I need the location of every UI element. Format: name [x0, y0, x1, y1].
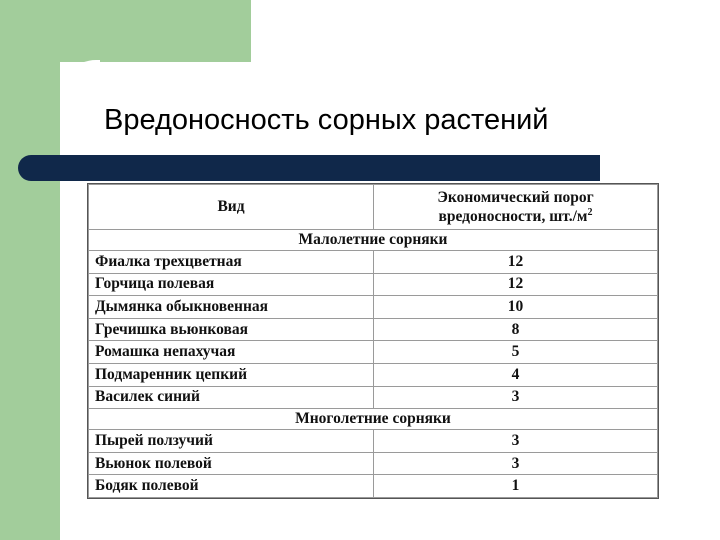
section-row: [89, 230, 658, 251]
threshold-value: 12: [374, 251, 658, 274]
table-row: [89, 341, 658, 364]
table-row: [89, 386, 658, 409]
species-name: Василек синий: [89, 386, 374, 409]
slide-title: Вредоносность сорных растений: [104, 104, 549, 136]
header-threshold-line2: вредоносности, шт./м: [438, 208, 588, 225]
threshold-value: 10: [374, 296, 658, 319]
title-underline-bar: [18, 155, 600, 181]
table-row: [89, 430, 658, 453]
species-name: Вьюнок полевой: [89, 452, 374, 475]
species-name: Дымянка обыкновенная: [89, 296, 374, 319]
table-row: [89, 363, 658, 386]
threshold-value: 1: [374, 475, 658, 498]
header-threshold: [374, 185, 658, 230]
threshold-value: 3: [374, 452, 658, 475]
species-name: Бодяк полевой: [89, 475, 374, 498]
header-species: Вид: [89, 185, 374, 230]
section-label-annual: Малолетние сорняки: [89, 230, 658, 251]
species-name: Ромашка непахучая: [89, 341, 374, 364]
table-row: [89, 318, 658, 341]
threshold-value: 3: [374, 430, 658, 453]
species-name: Подмаренник цепкий: [89, 363, 374, 386]
threshold-value: 5: [374, 341, 658, 364]
table-row: [89, 251, 658, 274]
table-row: [89, 273, 658, 296]
green-accent-left: [0, 0, 60, 540]
section-row: [89, 409, 658, 430]
table-header-row: [89, 185, 658, 230]
slide-corner: [60, 60, 100, 100]
weed-threshold-table: [88, 184, 658, 498]
species-name: Пырей ползучий: [89, 430, 374, 453]
section-label-perennial: Многолетние сорняки: [89, 409, 658, 430]
header-threshold-sup: 2: [587, 206, 593, 218]
threshold-value: 8: [374, 318, 658, 341]
threshold-value: 3: [374, 386, 658, 409]
threshold-value: 4: [374, 363, 658, 386]
table-row: [89, 296, 658, 319]
species-name: Фиалка трехцветная: [89, 251, 374, 274]
table-row: [89, 452, 658, 475]
table-row: [89, 475, 658, 498]
species-name: Гречишка вьюнковая: [89, 318, 374, 341]
threshold-value: 12: [374, 273, 658, 296]
species-name: Горчица полевая: [89, 273, 374, 296]
header-threshold-line1: Экономический порог: [437, 189, 594, 206]
